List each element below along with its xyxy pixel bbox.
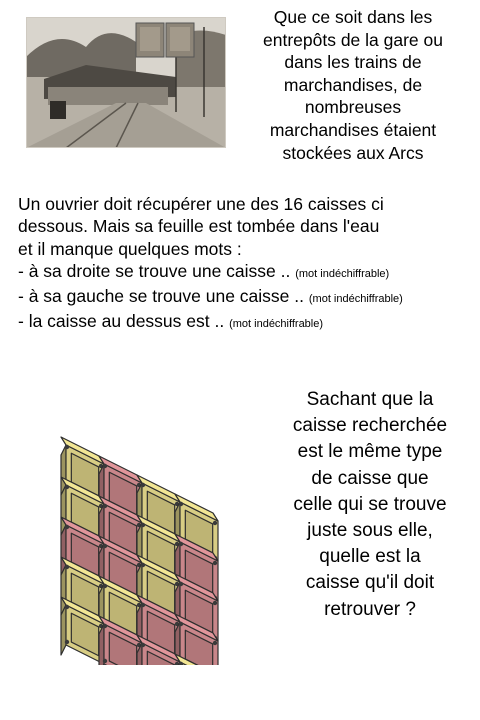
intro-line: Que ce soit dans les: [273, 7, 433, 27]
question-line: juste sous elle,: [307, 520, 433, 542]
old-station-photo: [26, 17, 226, 148]
crate-bolt: [141, 523, 145, 527]
crate-bolt: [213, 601, 217, 605]
crate-bolt: [179, 502, 183, 506]
crate-bolt: [103, 624, 107, 628]
clue-note: (mot indéchiffrable): [295, 267, 390, 280]
crate-bolt: [65, 485, 69, 489]
intro-line: entrepôts de la gare ou: [263, 29, 443, 50]
problem-line: et il manque quelques mots :: [18, 238, 242, 259]
intro-text: [240, 6, 466, 164]
crate-bolt: [213, 641, 217, 645]
crate-bolt: [141, 603, 145, 607]
crate-bolt: [213, 561, 217, 565]
intro-line: nombreuses: [304, 97, 402, 118]
crate-bolt: [65, 640, 69, 644]
crate-bolt: [65, 605, 69, 609]
clue-text: - la caisse au dessus est ..: [18, 311, 230, 332]
clue-text: - à sa droite se trouve une caisse ..: [18, 260, 296, 281]
intro-line: marchandises étaient: [269, 119, 437, 140]
problem-line: dessous. Mais sa feuille est tombée dans l'eau: [18, 216, 380, 237]
crate-bolt: [103, 659, 107, 663]
question-line: caisse qu'il doit: [305, 572, 435, 594]
crate-bolt: [179, 622, 183, 626]
question-line: est le même type: [297, 441, 443, 463]
question-line: celle qui se trouve: [293, 493, 447, 515]
crate-bolt: [65, 525, 69, 529]
crate-bolt: [213, 521, 217, 525]
crate-bolt: [179, 582, 183, 586]
clue-left: [18, 285, 470, 310]
problem-line: Un ouvrier doit récupérer une des 16 caisses ci: [18, 194, 384, 214]
intro-line: stockées aux Arcs: [282, 142, 424, 163]
clue-above: [18, 310, 470, 335]
crate-stack: [58, 403, 268, 665]
crate-bolt: [141, 563, 145, 567]
crate-bolt: [103, 544, 107, 548]
crate-bolt: [103, 584, 107, 588]
question-line: caisse recherchée: [292, 415, 448, 437]
question-line: de caisse que: [311, 467, 429, 489]
clue-note: (mot indéchiffrable): [229, 318, 324, 331]
crate-bolt: [141, 483, 145, 487]
question-line: retrouver ?: [324, 598, 416, 620]
problem-statement: [18, 193, 470, 336]
question-line: quelle est la: [319, 546, 421, 568]
crate-bolt: [141, 643, 145, 647]
crate-bolt: [179, 542, 183, 546]
intro-line: marchandises, de: [283, 74, 423, 95]
crate-side-face: [61, 605, 66, 655]
crate-bolt: [65, 565, 69, 569]
clue-note: (mot indéchiffrable): [308, 293, 403, 306]
crate-bolt: [103, 464, 107, 468]
crate-bolt: [103, 504, 107, 508]
clue-text: - à sa gauche se trouve une caisse ..: [18, 286, 309, 307]
intro-line: dans les trains de: [284, 52, 422, 73]
question-line: Sachant que la: [306, 389, 434, 410]
clue-right: [18, 260, 470, 285]
crate-bolt: [65, 445, 69, 449]
question-text: [272, 387, 468, 623]
